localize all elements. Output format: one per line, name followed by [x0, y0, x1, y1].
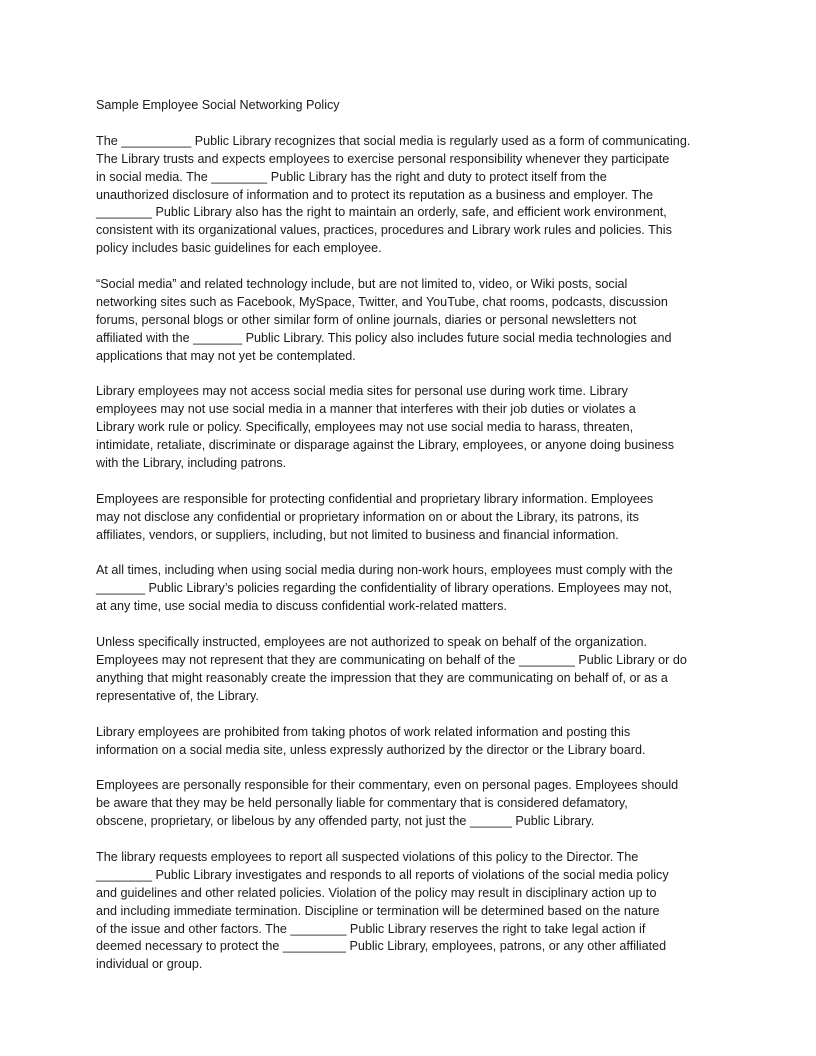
text-line: information on a social media site, unless expressly authorized by the director or the Library board. — [96, 742, 646, 757]
text-line: Unless specifically instructed, employees are not authorized to speak on behalf of the organization. — [96, 635, 647, 650]
paragraph-reporting-violations — [96, 849, 724, 974]
text-line: of the issue and other factors. The ________ Public Library reserves the right to take legal action if — [96, 921, 646, 936]
text-line: be aware that they may be held personally liable for commentary that is considered defamatory, — [96, 796, 628, 811]
paragraph-personal-responsibility — [96, 777, 724, 831]
text-line: Employees may not represent that they are communicating on behalf of the ________ Public Library or do — [96, 653, 687, 667]
document-body — [96, 97, 724, 992]
paragraph-social-media-definition — [96, 276, 724, 366]
text-line: Employees are personally responsible for their commentary, even on personal pages. Employees should — [96, 778, 679, 793]
text-line: At all times, including when using social media during non-work hours, employees must comply with the — [96, 563, 673, 578]
text-line: unauthorized disclosure of information and to protect its reputation as a business and employer. The — [96, 187, 654, 202]
text-line: networking sites such as Facebook, MySpace, Twitter, and YouTube, chat rooms, podcasts, discussion — [96, 294, 668, 309]
text-line: “Social media” and related technology include, but are not limited to, video, or Wiki posts, social — [96, 277, 628, 292]
text-line: affiliates, vendors, or suppliers, including, but not limited to business and financial information. — [96, 527, 619, 542]
text-line: Library employees are prohibited from taking photos of work related information and posting this — [96, 724, 631, 739]
text-line: Library work rule or policy. Specifically, employees may not use social media to harass, threaten, — [96, 420, 634, 435]
text-line: and including immediate termination. Discipline or termination will be determined based on the nature — [96, 903, 660, 918]
text-line: _______ Public Library’s policies regarding the confidentiality of library operations. Employees may not, — [96, 581, 672, 596]
text-line: representative of, the Library. — [96, 688, 259, 703]
paragraph-work-time-use — [96, 383, 724, 473]
text-line: and guidelines and other related policies. Violation of the policy may result in disciplinary action up to — [96, 885, 657, 900]
text-line: The Library trusts and expects employees to exercise personal responsibility whenever they participate — [96, 151, 670, 166]
text-line: deemed necessary to protect the _________ Public Library, employees, patrons, or any other affiliated — [96, 939, 667, 954]
text-line: intimidate, retaliate, discriminate or disparage against the Library, employees, or anyone doing business — [96, 438, 674, 453]
paragraph-photos — [96, 724, 724, 760]
text-line: policy includes basic guidelines for each employee. — [96, 241, 382, 256]
paragraph-confidential-information — [96, 491, 724, 545]
text-line: consistent with its organizational values, practices, procedures and Library work rules and policies. This — [96, 223, 672, 238]
text-line: Employees are responsible for protecting confidential and proprietary library information. Employees — [96, 491, 654, 506]
text-line: may not disclose any confidential or proprietary information on or about the Library, its patrons, its — [96, 509, 639, 524]
text-line: ________ Public Library investigates and responds to all reports of violations of the social media policy — [96, 867, 669, 882]
paragraph-introduction — [96, 133, 724, 258]
paragraph-speaking-on-behalf — [96, 634, 724, 706]
text-line: ________ Public Library also has the right to maintain an orderly, safe, and efficient work environment, — [96, 205, 667, 220]
paragraph-non-work-hours — [96, 562, 724, 616]
text-line: affiliated with the _______ Public Library. This policy also includes future social media technologies and — [96, 330, 672, 345]
text-line: The library requests employees to report all suspected violations of this policy to the Director. The — [96, 849, 639, 864]
text-line: The __________ Public Library recognizes that social media is regularly used as a form of communicating. — [96, 133, 691, 148]
text-line: at any time, use social media to discuss confidential work-related matters. — [96, 599, 507, 614]
text-line: obscene, proprietary, or libelous by any offended party, not just the ______ Public Library. — [96, 814, 595, 829]
text-line: individual or group. — [96, 957, 203, 972]
text-line: applications that may not yet be contemplated. — [96, 348, 356, 363]
document-title: Sample Employee Social Networking Policy — [96, 98, 340, 112]
text-line: forums, personal blogs or other similar form of online journals, diaries or personal newsletters not — [96, 312, 637, 327]
text-line: anything that might reasonably create the impression that they are communicating on behalf of, or as a — [96, 670, 668, 685]
text-line: Library employees may not access social media sites for personal use during work time. Library — [96, 384, 628, 399]
text-line: in social media. The ________ Public Library has the right and duty to protect itself from the — [96, 169, 607, 184]
text-line: employees may not use social media in a manner that interferes with their job duties or violates a — [96, 402, 636, 417]
text-line: with the Library, including patrons. — [96, 456, 287, 471]
